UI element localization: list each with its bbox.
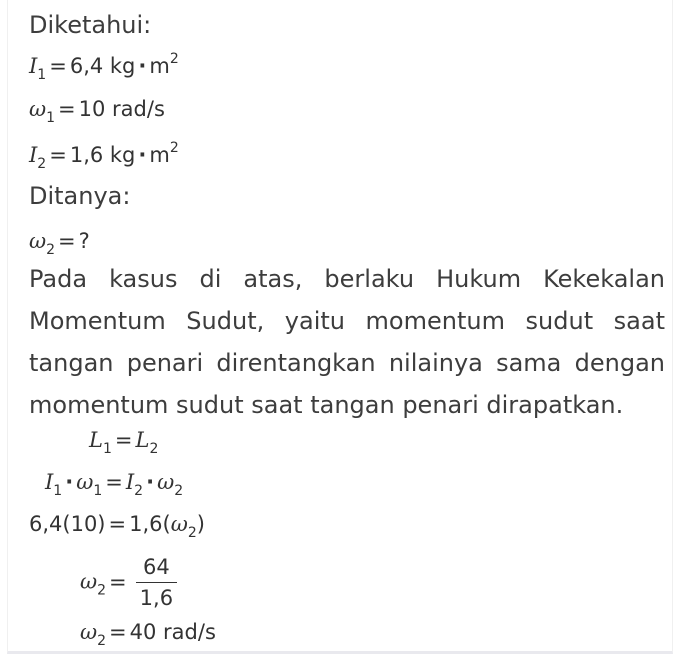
fraction-denominator: 1,6 bbox=[139, 586, 174, 610]
omega-symbol: ω bbox=[157, 470, 175, 494]
inertia-symbol: I bbox=[29, 143, 38, 167]
rhs-suffix: ) bbox=[196, 512, 205, 536]
unit: m bbox=[149, 54, 170, 78]
omega-symbol: ω bbox=[29, 97, 47, 121]
rhs-prefix: 1,6( bbox=[129, 512, 171, 536]
equals-sign: = bbox=[58, 97, 76, 121]
subscript: 2 bbox=[174, 483, 184, 499]
dot-operator: · bbox=[146, 470, 155, 494]
equals-sign: = bbox=[49, 54, 67, 78]
explanation-paragraph bbox=[29, 258, 665, 426]
equals-sign: = bbox=[109, 569, 127, 594]
subscript: 2 bbox=[149, 441, 159, 457]
value: 1,6 kg bbox=[69, 143, 136, 167]
subscript: 1 bbox=[53, 483, 63, 499]
omega-symbol: ω bbox=[29, 229, 47, 253]
given-omega-1 bbox=[29, 97, 165, 126]
omega-symbol: ω bbox=[80, 569, 98, 594]
step-result bbox=[80, 620, 216, 649]
fraction-numerator: 64 bbox=[136, 555, 177, 583]
subscript: 1 bbox=[102, 441, 112, 457]
explanation-line: tangan penari direntangkan nilainya sama dengan bbox=[29, 349, 665, 377]
superscript: 2 bbox=[169, 140, 179, 156]
subscript: 2 bbox=[134, 483, 144, 499]
inertia-symbol: I bbox=[125, 470, 135, 494]
unit: m bbox=[149, 143, 170, 167]
dot-operator: · bbox=[138, 54, 147, 78]
value: 6,4 kg bbox=[69, 54, 136, 78]
subscript: 1 bbox=[93, 483, 103, 499]
equals-sign: = bbox=[109, 620, 127, 644]
subscript: 2 bbox=[97, 633, 107, 649]
step-substitution bbox=[29, 512, 205, 541]
omega-symbol: ω bbox=[170, 512, 188, 536]
step-momentum-equality bbox=[89, 428, 159, 457]
equals-sign: = bbox=[105, 470, 123, 494]
fraction bbox=[136, 555, 177, 610]
result-value: 40 rad/s bbox=[129, 620, 216, 644]
subscript: 1 bbox=[37, 67, 47, 83]
subscript: 2 bbox=[46, 242, 56, 258]
inertia-symbol: I bbox=[29, 54, 38, 78]
known-heading: Diketahui: bbox=[29, 11, 152, 39]
dot-operator: · bbox=[65, 470, 74, 494]
equals-sign: = bbox=[108, 512, 127, 536]
asked-omega-2 bbox=[29, 229, 90, 258]
explanation-line: Pada kasus di atas, berlaku Hukum Kekekalan bbox=[29, 265, 665, 293]
asked-heading: Ditanya: bbox=[29, 182, 131, 210]
step-inertia-omega bbox=[45, 470, 184, 499]
subscript: 2 bbox=[37, 156, 47, 172]
omega-symbol: ω bbox=[76, 470, 94, 494]
equals-sign: = bbox=[49, 143, 67, 167]
angular-momentum-symbol: L bbox=[135, 428, 150, 452]
subscript: 2 bbox=[97, 582, 107, 599]
inertia-symbol: I bbox=[45, 470, 54, 494]
lhs-expression: 6,4(10) bbox=[29, 512, 106, 536]
explanation-line: momentum sudut saat tangan penari dirapatkan. bbox=[29, 391, 624, 419]
value: ? bbox=[78, 229, 90, 253]
omega-symbol: ω bbox=[80, 620, 98, 644]
explanation-line: Momentum Sudut, yaitu momentum sudut saat bbox=[29, 307, 665, 335]
equals-sign: = bbox=[114, 428, 133, 452]
given-inertia-2 bbox=[29, 140, 179, 172]
step-fraction bbox=[80, 555, 177, 610]
angular-momentum-symbol: L bbox=[89, 428, 103, 452]
superscript: 2 bbox=[169, 51, 179, 67]
subscript: 1 bbox=[46, 110, 56, 126]
subscript: 2 bbox=[187, 525, 197, 541]
dot-operator: · bbox=[138, 143, 147, 167]
given-inertia-1 bbox=[29, 51, 179, 83]
value: 10 rad/s bbox=[78, 97, 165, 121]
equals-sign: = bbox=[58, 229, 76, 253]
